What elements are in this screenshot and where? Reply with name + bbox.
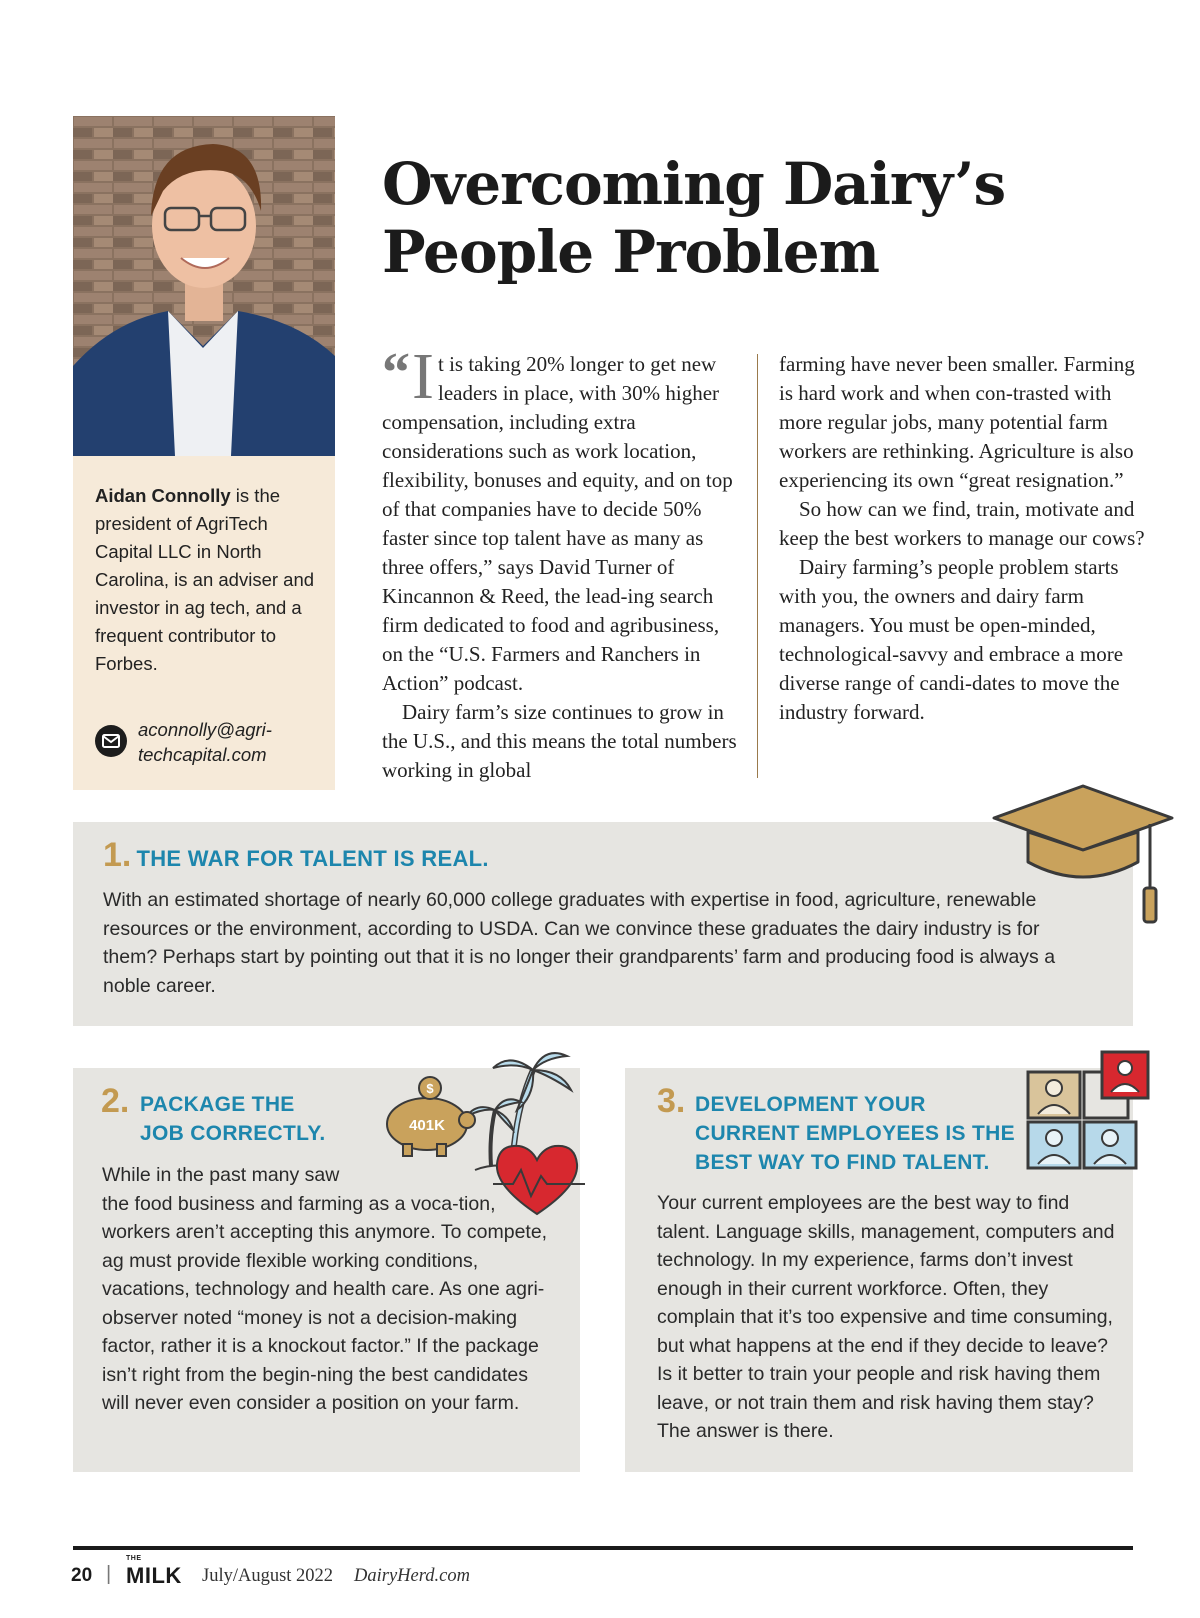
tip-3-text: Your current employees are the best way to find talent. Language skills, management, computers and technology. In my experience, farms don’t invest enough in their current workforce. Often, they complain that it’s too expensive and time consuming, but what happens at the end if they decide to leave? Is it better to train your people and risk having them leave, or not train them and risk having them stay? The answer is there. [657, 1192, 1115, 1442]
tip-2-text-body: the food business and farming as a voca-tion, workers aren’t accepting this anymore. To compete, ag must provide flexible working conditions, vacations, technology and health care. As one agri-observer noted “money is not a decision-making factor, rather it is a knockout factor.” If the package isn’t right from the begin-ning the best candidates will never even consider a position on your farm. [102, 1192, 548, 1414]
article-title-line1: Overcoming Dairy’s [382, 150, 1006, 218]
magazine-badge: THE [126, 1555, 142, 1562]
article-paragraph-1-text: t is taking 20% longer to get new leaders in place, with 30% higher compensation, including extra considerations such as work location, flexibility, bonuses and equity, and on top of that companies have to decide 50% faster since top talent have as many as three offers,” says David Turner of Kincannon & Reed, the lead-ing search firm dedicated to food and agribusiness, on the “U.S. Farmers and Ranchers in Action” podcast. [382, 352, 733, 695]
issue-date: July/August 2022 [202, 1566, 334, 1586]
author-bio [95, 482, 320, 678]
article-title-line2: People Problem [382, 218, 880, 286]
author-email[interactable] [138, 717, 318, 767]
footer-rule [73, 1546, 1133, 1550]
team-puzzle-icon [1024, 1050, 1152, 1174]
magazine-name-text: MILK [126, 1563, 182, 1588]
tip-3-title-line3: BEST WAY TO FIND TALENT. [695, 1151, 990, 1174]
author-email-line2: techcapital.com [138, 744, 267, 765]
benefits-icon [385, 1046, 595, 1216]
envelope-icon [95, 725, 127, 757]
article-column-2 [779, 350, 1145, 727]
dropcap-quote: “ [382, 342, 410, 404]
tip-1-title: THE WAR FOR TALENT IS REAL. [136, 846, 489, 871]
article-title [382, 150, 1162, 286]
magazine-name [126, 1555, 182, 1589]
tip-3-title-line2: CURRENT EMPLOYEES IS THE [695, 1122, 1015, 1145]
tip-1-text: With an estimated shortage of nearly 60,000 college graduates with expertise in food, agriculture, renewable resources or the environment, according to USDA. Can we convince these graduates the dairy industry is for them? Perhaps start by pointing out that it is no longer their grandparents’ farm and producing food is always a noble career. [103, 889, 1056, 997]
piggy-label: 401K [409, 1117, 445, 1134]
tip-3-number: 3. [657, 1082, 686, 1120]
coin-label: $ [426, 1081, 434, 1096]
article-paragraph-4: Dairy farming’s people problem starts with you, the owners and dairy farm managers. You must be open-minded, technological-savvy and embrace a more diverse range of candi-dates to move the industry forward. [779, 555, 1124, 724]
author-bio-text: is the president of AgriTech Capital LLC in North Carolina, is an adviser and investor in ag tech, and a frequent contributor to Forbes. [95, 485, 315, 674]
column-divider [757, 354, 758, 778]
tip-1-number: 1. [103, 836, 132, 874]
graduation-cap-icon [990, 780, 1176, 928]
tip-2-title-line2: JOB CORRECTLY. [140, 1122, 326, 1145]
dropcap-letter: I [412, 340, 434, 413]
tip-3-title-line1: DEVELOPMENT YOUR [695, 1093, 926, 1116]
author-photo [73, 116, 335, 456]
page-number: 20 [71, 1565, 93, 1586]
tip-2-title-line1: PACKAGE THE [140, 1093, 295, 1116]
author-name: Aidan Connolly [95, 485, 231, 506]
article-paragraph-2: Dairy farm’s size continues to grow in the U.S., and this means the total numbers working in global [382, 700, 737, 782]
article-paragraph-1 [382, 340, 740, 698]
article-paragraph-3: So how can we find, train, motivate and keep the best workers to manage our cows? [779, 497, 1145, 550]
tip-3-title [695, 1090, 1015, 1177]
footer-separator: | [106, 1563, 112, 1585]
article-paragraph-2-cont: farming have never been smaller. Farming is hard work and when con-trasted with more regular jobs, many potential farm workers are rethinking. Agriculture is also experiencing its own “great resignation.” [779, 352, 1135, 492]
author-email-line1: aconnolly@agri- [138, 719, 272, 740]
website-link[interactable]: DairyHerd.com [354, 1566, 470, 1586]
article-column-1 [382, 340, 740, 785]
tip-2-text-intro: While in the past many saw [102, 1164, 340, 1186]
tip-2-title [140, 1090, 325, 1148]
tip-2-number: 2. [101, 1082, 130, 1120]
tip-1-heading [103, 836, 489, 875]
